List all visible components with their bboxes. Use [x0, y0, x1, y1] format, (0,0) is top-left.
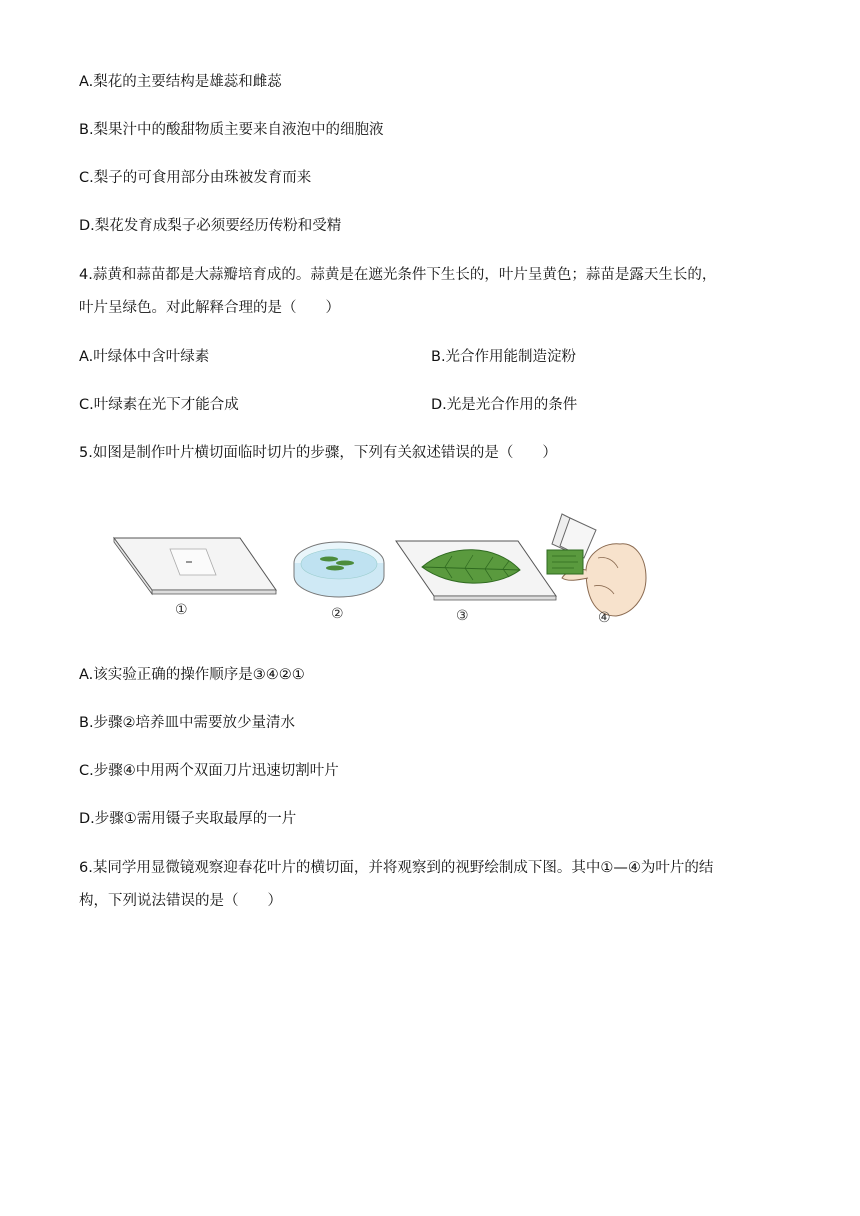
q3-option-b: B.梨果汁中的酸甜物质主要来自液泡中的细胞液	[79, 122, 384, 138]
q4-option-d: D.光是光合作用的条件	[431, 397, 578, 413]
q5-option-b: B.步骤②培养皿中需要放少量清水	[79, 715, 296, 731]
q4-option-b: B.光合作用能制造淀粉	[431, 349, 577, 365]
q6-stem-line1: 6.某同学用显微镜观察迎春花叶片的横切面，并将观察到的视野绘制成下图。其中①—④为叶片的结	[79, 860, 714, 876]
q3-option-d: D.梨花发育成梨子必须要经历传粉和受精	[79, 218, 342, 234]
q6-stem-line2: 构，下列说法错误的是（ ）	[79, 893, 282, 909]
step4-hand-cutting-drawing	[547, 514, 646, 616]
q3-option-a: A.梨花的主要结构是雄蕊和雌蕊	[79, 74, 282, 90]
q4-option-c: C.叶绿素在光下才能合成	[79, 397, 239, 413]
figure-label-step1: ①	[175, 602, 188, 618]
q4-option-a: A.叶绿体中含叶绿素	[79, 349, 210, 365]
step1-slide-drawing	[114, 538, 276, 594]
step2-petri-dish-drawing	[294, 542, 384, 597]
step3-leaf-on-slide-drawing	[396, 541, 556, 600]
q4-stem-line2: 叶片呈绿色。对此解释合理的是（ ）	[79, 300, 340, 316]
q5-option-c: C.步骤④中用两个双面刀片迅速切割叶片	[79, 763, 339, 779]
figure-label-step2: ②	[331, 606, 344, 622]
q5-option-d: D.步骤①需用镊子夹取最厚的一片	[79, 811, 297, 827]
slide-preparation-figure	[100, 498, 660, 628]
q5-option-a: A.该实验正确的操作顺序是③④②①	[79, 667, 305, 683]
q4-stem-line1: 4.蒜黄和蒜苗都是大蒜瓣培育成的。蒜黄是在遮光条件下生长的，叶片呈黄色；蒜苗是露天生长的，	[79, 267, 717, 283]
q5-stem: 5.如图是制作叶片横切面临时切片的步骤，下列有关叙述错误的是（ ）	[79, 445, 557, 461]
figure-label-step3: ③	[456, 608, 469, 624]
figure-label-step4: ④	[598, 610, 611, 626]
q3-option-c: C.梨子的可食用部分由珠被发育而来	[79, 170, 312, 186]
